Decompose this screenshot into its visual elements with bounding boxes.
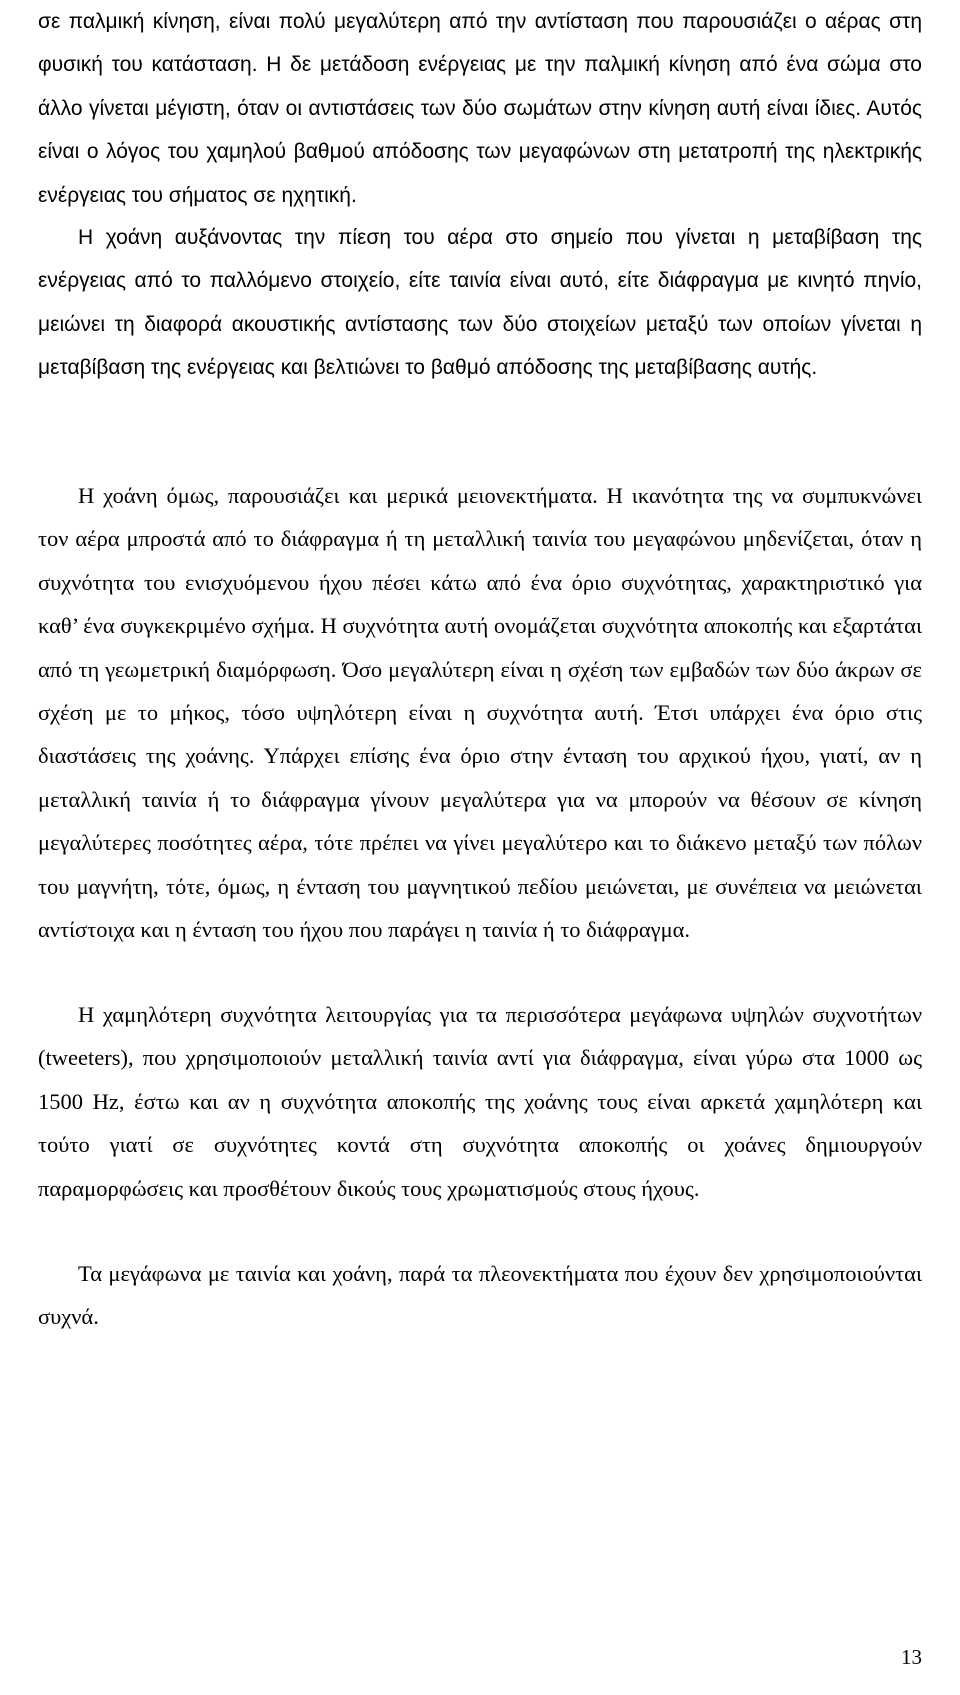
page-number: 13 [901, 1645, 922, 1669]
paragraph-1: σε παλμική κίνηση, είναι πολύ μεγαλύτερη από την αντίσταση που παρουσιάζει ο αέρας στη φυσική του κατάσταση. Η δε μετάδοση ενέργειας με την παλμική κίνηση από ένα σώμα στο άλλο γίνεται μέγιστη, όταν οι αντιστάσεις των δύο σωμάτων στην κίνηση αυτή είναι ίδιες. Αυτός είναι ο λόγος του χαμηλού βαθμού απόδοσης των μεγαφώνων στη μετατροπή της ηλεκτρικής ενέργειας του σήματος σε ηχητική. [38, 10, 922, 207]
paragraph-4: Η χαμηλότερη συχνότητα λειτουργίας για τα περισσότερα μεγάφωνα υψηλών συχνοτήτων (tweeters), που χρησιμοποιούν μεταλλική ταινία αντί για διάφραγμα, είναι γύρω στα 1000 ως 1500 Hz, έστω και αν η συχνότητα αποκοπής της χοάνης τους είναι αρκετά χαμηλότερη και τούτο γιατί σε συχνότητες κοντά στη συχνότητα αποκοπής οι χοάνες δημιουργούν παραμορφώσεις και προσθέτουν δικούς τους χρωματισμούς στους ήχους. [38, 1002, 922, 1201]
paragraph-3: Η χοάνη όμως, παρουσιάζει και μερικά μειονεκτήματα. Η ικανότητα της να συμπυκνώνει τον αέρα μπροστά από το διάφραγμα ή τη μεταλλική ταινία του μεγαφώνου μηδενίζεται, όταν η συχνότητα του ενισχυόμενου ήχου πέσει κάτω από ένα όριο συχνότητας, χαρακτηριστικό για καθ’ ένα συγκεκριμένο σχήμα. Η συχνότητα αυτή ονομάζεται συχνότητα αποκοπής και εξαρτάται από τη γεωμετρική διαμόρφωση. Όσο μεγαλύτερη είναι η σχέση των εμβαδών των δύο άκρων σε σχέση με το μήκος, τόσο υψηλότερη είναι η συχνότητα αυτή. Έτσι υπάρχει ένα όριο στις διαστάσεις της χοάνης. Υπάρχει επίσης ένα όριο στην ένταση του αρχικού ήχου, γιατί, αν η μεταλλική ταινία ή το διάφραγμα γίνουν μεγαλύτερα για να μπορούν να θέσουν σε κίνηση μεγαλύτερες ποσότητες αέρα, τότε πρέπει να γίνει μεγαλύτερο και το διάκενο μεταξύ των πόλων του μαγνήτη, τότε, όμως, η ένταση του μαγνητικού πεδίου μειώνεται, με συνέπεια να μειώνεται αντίστοιχα και η ένταση του ήχου που παράγει η ταινία ή το διάφραγμα. [38, 483, 922, 943]
paragraph-5: Τα μεγάφωνα με ταινία και χοάνη, παρά τα πλεονεκτήματα που έχουν δεν χρησιμοποιούνται συχνά. [38, 1261, 922, 1330]
paragraph-2: Η χοάνη αυξάνοντας την πίεση του αέρα στο σημείο που γίνεται η μεταβίβαση της ενέργειας από το παλλόμενο στοιχείο, είτε ταινία είναι αυτό, είτε διάφραγμα με κινητό πηνίο, μειώνει τη διαφορά ακουστικής αντίστασης των δύο στοιχείων μεταξύ των οποίων γίνεται η μεταβίβαση της ενέργειας και βελτιώνει το βαθμό απόδοσης της μεταβίβασης αυτής. [38, 226, 922, 380]
